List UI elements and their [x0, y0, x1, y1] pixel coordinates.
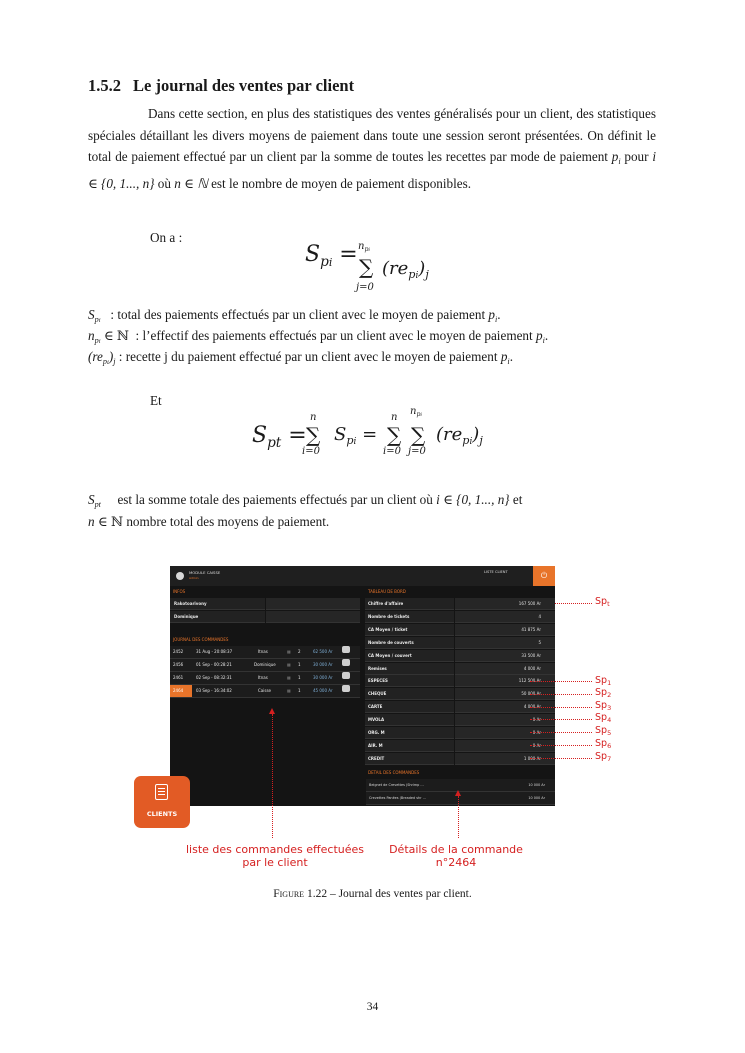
kpi-value: 5	[538, 639, 541, 645]
definition-2: $n_{pi}$ ∈ ℕ : l’effectif des paiements effectués par un client avec le moyen de paiement $p_i$.	[88, 328, 549, 345]
kpi-value: 112 500 Ar	[518, 678, 541, 684]
intro-condition: i ∈ {0, 1..., n}	[88, 149, 656, 191]
sum-bottom-4: j=0	[408, 446, 426, 457]
sp-7-label: $Sp_7$	[595, 751, 612, 763]
sum-bottom-1: j=0	[356, 282, 374, 293]
orders-title: JOURNAL DES COMMANDES	[173, 637, 229, 642]
printer-icon[interactable]	[342, 646, 350, 653]
order-row[interactable]: 2461 02 Sep - 08:32:31 Itnas ▦ 1 30 000 Ar	[170, 672, 360, 685]
on-a-label: On a :	[150, 230, 183, 245]
sum-bottom-3: i=0	[383, 446, 401, 457]
section-heading	[88, 76, 354, 96]
kpi-value: 0 Ar	[532, 717, 541, 723]
sigma-2: ∑	[306, 423, 321, 447]
dashboard-title: TABLEAU DE BORD	[368, 589, 406, 594]
intro-paragraph	[88, 103, 656, 194]
kpi-label: CHEQUE	[368, 691, 387, 697]
definition-4: $S_{pt}$ est la somme totale des paiements effectués par un client où i ∈ {0, 1..., n} et	[88, 492, 523, 509]
clients-label: CLIENTS	[146, 810, 178, 818]
chef-logo-icon	[176, 572, 184, 580]
intro-text: Dans cette section, en plus des statistiques des ventes généralisés pour un client, des statistiques spéciales détaillant les divers moyens de paiement dans toute une session seront présentées. On définit le total de paiement effectué par un client par la somme de toutes les recettes par mode de paiement	[88, 106, 656, 165]
kpi-label: MVOLA	[368, 717, 385, 723]
kpi-label: CA Moyen / ticket	[368, 626, 408, 632]
intro-end: est le nombre de moyen de paiement disponibles.	[207, 175, 472, 191]
printer-icon[interactable]	[342, 672, 350, 679]
kpi-value: 1 000 Ar	[523, 755, 541, 761]
app-screenshot	[170, 566, 555, 806]
kpi-label: Nombre de couverts	[368, 639, 414, 645]
kpi-value: 33 500 Ar	[521, 652, 541, 658]
order-row[interactable]: 2452 31 Aug - 20:08:37 Itnas ▦ 2 62 500 Ar	[170, 646, 360, 659]
kpi-value: 0 Ar	[532, 730, 541, 735]
definition-3: $(re_{pi})_j$ : recette j du paiement effectué par un client avec le moyen de paiement $p_i$.	[88, 349, 513, 366]
section-title: Le journal des ventes par client	[133, 76, 355, 95]
kpi-label: Nombre de tickets	[368, 613, 410, 619]
sigma-3: ∑	[387, 423, 402, 447]
printer-icon[interactable]	[342, 685, 350, 692]
module-title: MODULE CAISSE	[189, 570, 221, 575]
kpi-value: 50 000 Ar	[521, 691, 541, 697]
order-row-selected[interactable]: 2464 03 Sep - 16:34:02 Caisse ▦ 1 45 000 Ar	[170, 685, 360, 698]
kpi-value: 4	[538, 613, 541, 619]
sigma-1: ∑	[359, 255, 374, 279]
kpi-value: 4 000 Ar	[523, 665, 541, 671]
equation-spt-mid: $S_{pi}$ =	[334, 424, 378, 447]
detail-annotation: Détails de la commande n°2464	[389, 843, 523, 869]
kpi-value: 0 Ar	[532, 742, 541, 748]
sp-5-label: $Sp_5$	[595, 725, 612, 737]
kpi-label: ESPECES	[368, 678, 388, 684]
clients-button[interactable]	[134, 776, 190, 828]
sp-2-label: $Sp_2$	[595, 687, 612, 699]
kpi-label: AIR. M	[368, 742, 383, 748]
sp-4-label: $Sp_4$	[595, 712, 612, 724]
sum-top-4: $n_{pi}$	[410, 406, 423, 419]
equation-spt: $S_{pt}$ =	[252, 423, 307, 451]
kpi-value: 4 000 Ar	[523, 704, 541, 710]
kpi-value: 41 875 Ar	[521, 626, 541, 632]
order-row[interactable]: 2456 01 Sep - 00:28:21 Dominique ▦ 1 30 000 Ar	[170, 659, 360, 672]
infos-title: INFOS	[173, 589, 186, 594]
document-icon	[155, 784, 168, 800]
sum-top-2: n	[310, 412, 317, 423]
intro-ou: où	[154, 175, 175, 191]
definition-1: $S_{pi}$ : total des paiements effectués par un client avec le moyen de paiement $p_i$.	[88, 307, 501, 324]
figure-caption: Figure 1.22 – Journal des ventes par client.	[273, 888, 472, 900]
module-subtitle: Admin	[189, 576, 199, 580]
intro-pour: pour	[620, 149, 653, 165]
section-number: 1.5.2	[88, 76, 121, 95]
client-firstname: Dominique	[174, 614, 199, 619]
kpi-label: Remises	[368, 665, 387, 671]
intro-condition-2: n ∈ ℕ	[174, 175, 208, 191]
equation-sp: $S_{pi}$ =	[305, 242, 358, 270]
var-p: $p_i$	[611, 149, 621, 167]
client-lastname: Rakotoarivony	[174, 601, 207, 606]
sp-1-label: $Sp_1$	[595, 675, 612, 687]
sp-6-label: $Sp_6$	[595, 738, 612, 750]
kpi-label: CREDIT	[368, 755, 385, 761]
orders-annotation: liste des commandes effectuées par le client	[185, 843, 364, 869]
printer-icon[interactable]	[342, 659, 350, 666]
sigma-4: ∑	[411, 423, 426, 447]
sum-top-3: n	[391, 412, 398, 423]
detail-title: DETAIL DES COMMANDES	[368, 770, 420, 775]
equation-spt-rhs: $(re_{pi})_j$	[436, 424, 483, 447]
sum-top-1: $n_{pi}$	[358, 241, 371, 254]
definition-5: n ∈ ℕ nombre total des moyens de paiement.	[88, 514, 330, 529]
kpi-label: CARTE	[368, 704, 383, 710]
sp-total-label: $Sp_t$	[595, 596, 610, 608]
power-icon[interactable]: ⏻	[533, 566, 555, 586]
equation-sp-rhs: $(re_{pi})_j$	[382, 258, 429, 281]
page-number: 34	[366, 1001, 379, 1013]
kpi-label: Chiffre d'affaire	[368, 601, 404, 606]
detail-row: Beignet de Crevettes (Shrimp ... 10 000 Ar	[366, 779, 555, 792]
kpi-label: ORG. M	[368, 730, 385, 735]
kpi-label: CA Moyen / couvert	[368, 652, 412, 658]
sum-bottom-2: i=0	[302, 446, 320, 457]
sp-3-label: $Sp_3$	[595, 700, 612, 712]
client-list-button[interactable]: LISTE CLIENT	[484, 570, 508, 574]
et-label: Et	[150, 393, 162, 408]
kpi-value: 167 500 Ar	[518, 601, 541, 606]
app-topbar	[170, 566, 555, 586]
detail-row: Crevettes Panées (Breaded shr ... 10 000 Ar	[366, 792, 555, 805]
